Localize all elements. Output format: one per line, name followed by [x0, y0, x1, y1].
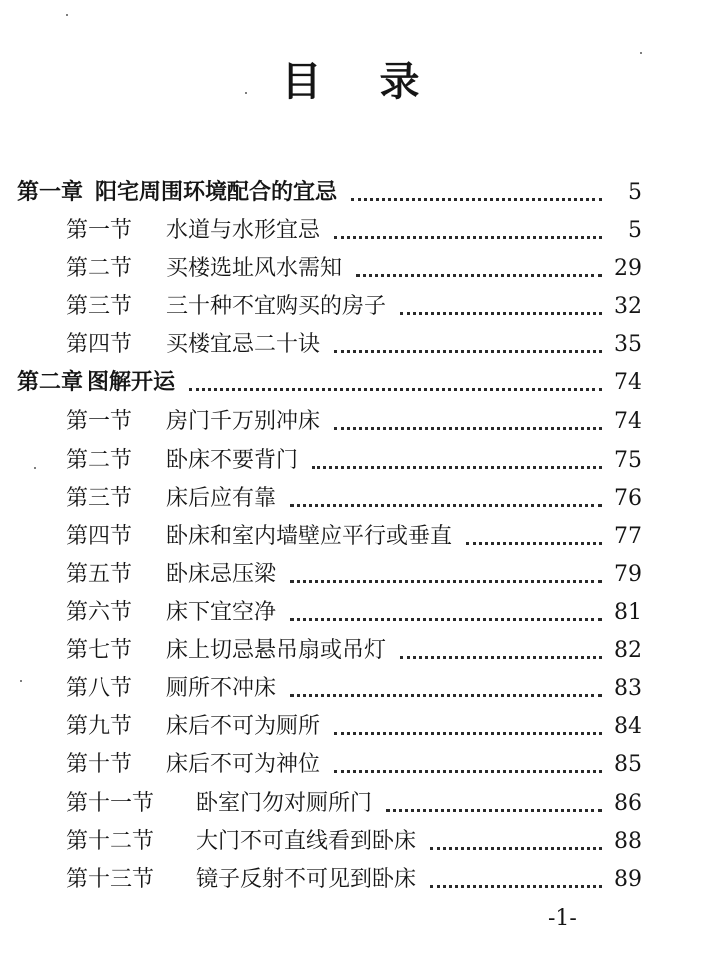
chapter-title: 图解开运 [87, 370, 176, 395]
title-char-1: 目 [281, 59, 380, 105]
page-number: 35 [614, 332, 642, 357]
scan-speck [20, 680, 22, 682]
scan-speck [640, 52, 642, 54]
page-number: 29 [614, 256, 642, 281]
section-label: 第三节 [66, 294, 133, 319]
section-label: 第十节 [66, 752, 133, 777]
section-label: 第一节 [66, 218, 133, 243]
toc-section-2-8[interactable] [66, 670, 642, 708]
section-label: 第八节 [66, 676, 133, 701]
toc-section-2-13[interactable] [66, 861, 642, 899]
toc-section-1-2[interactable] [66, 250, 642, 288]
toc-chapter-1[interactable] [17, 174, 642, 212]
toc-section-2-7[interactable] [66, 632, 642, 670]
scan-speck [66, 14, 68, 16]
page-number: 79 [614, 562, 642, 587]
chapter-title: 阳宅周围环境配合的宜忌 [95, 180, 338, 205]
section-title: 厕所不冲床 [166, 676, 277, 701]
dot-leader [386, 809, 602, 812]
page-number: 81 [614, 600, 642, 625]
section-title: 大门不可直线看到卧床 [196, 829, 417, 854]
page-number: 5 [628, 180, 642, 205]
toc-section-1-3[interactable] [66, 288, 642, 326]
dot-leader [290, 694, 602, 697]
section-label: 第一节 [66, 409, 133, 434]
page-number: 76 [614, 486, 642, 511]
section-title: 床后应有靠 [166, 486, 277, 511]
page-number: 83 [614, 676, 642, 701]
dot-leader [466, 542, 602, 545]
page-title [0, 52, 701, 112]
section-title: 水道与水形宜忌 [166, 218, 321, 243]
section-label: 第四节 [66, 332, 133, 357]
section-label: 第六节 [66, 600, 133, 625]
toc-section-2-9[interactable] [66, 708, 642, 746]
dot-leader [290, 504, 602, 507]
dot-leader [430, 885, 602, 888]
dot-leader [430, 847, 602, 850]
title-char-2: 录 [379, 59, 478, 105]
page-number: 82 [614, 638, 642, 663]
toc-section-1-4[interactable] [66, 326, 642, 364]
page-number: 86 [614, 791, 642, 816]
page-number: 77 [614, 524, 642, 549]
page-number: 74 [614, 409, 642, 434]
dot-leader [290, 580, 602, 583]
toc-section-2-1[interactable] [66, 403, 642, 441]
section-title: 床后不可为厕所 [166, 714, 321, 739]
section-title: 三十种不宜购买的房子 [166, 294, 387, 319]
section-label: 第七节 [66, 638, 133, 663]
section-title: 镜子反射不可见到卧床 [196, 867, 417, 892]
page-number: 84 [614, 714, 642, 739]
page-number: 85 [614, 752, 642, 777]
section-title: 买楼选址风水需知 [166, 256, 343, 281]
toc-section-2-3[interactable] [66, 480, 642, 518]
page-number: 75 [614, 448, 642, 473]
section-title: 床后不可为神位 [166, 752, 321, 777]
dot-leader [334, 770, 602, 773]
dot-leader [351, 198, 602, 201]
dot-leader [334, 732, 602, 735]
toc-section-1-1[interactable] [66, 212, 642, 250]
dot-leader [312, 466, 602, 469]
section-title: 床上切忌悬吊扇或吊灯 [166, 638, 387, 663]
toc-section-2-12[interactable] [66, 823, 642, 861]
page-folio: -1- [548, 906, 577, 931]
toc-section-2-4[interactable] [66, 518, 642, 556]
toc-section-2-6[interactable] [66, 594, 642, 632]
section-title: 卧室门勿对厕所门 [196, 791, 373, 816]
chapter-label: 第二章 [17, 370, 84, 395]
chapter-label: 第一章 [17, 180, 84, 205]
toc-chapter-2[interactable] [17, 364, 642, 402]
dot-leader [334, 350, 602, 353]
dot-leader [290, 618, 602, 621]
scan-speck [245, 92, 247, 94]
section-title: 卧床忌压梁 [166, 562, 277, 587]
dot-leader [400, 656, 602, 659]
toc-section-2-5[interactable] [66, 556, 642, 594]
section-label: 第十一节 [66, 791, 155, 816]
section-label: 第三节 [66, 486, 133, 511]
section-label: 第二节 [66, 256, 133, 281]
section-title: 买楼宜忌二十诀 [166, 332, 321, 357]
scan-speck [34, 467, 36, 469]
dot-leader [334, 236, 602, 239]
section-label: 第九节 [66, 714, 133, 739]
section-title: 卧床不要背门 [166, 448, 299, 473]
section-label: 第二节 [66, 448, 133, 473]
page-number: 88 [614, 829, 642, 854]
dot-leader [334, 427, 602, 430]
dot-leader [356, 274, 602, 277]
page-number: 74 [614, 370, 642, 395]
section-label: 第五节 [66, 562, 133, 587]
dot-leader [189, 388, 602, 391]
section-label: 第四节 [66, 524, 133, 549]
section-title: 床下宜空净 [166, 600, 277, 625]
toc-section-2-11[interactable] [66, 785, 642, 823]
page-number: 5 [628, 218, 642, 243]
toc-section-2-10[interactable] [66, 746, 642, 784]
section-title: 卧床和室内墙壁应平行或垂直 [166, 524, 453, 549]
section-title: 房门千万别冲床 [166, 409, 321, 434]
page-number: 32 [614, 294, 642, 319]
toc-section-2-2[interactable] [66, 442, 642, 480]
section-label: 第十二节 [66, 829, 155, 854]
dot-leader [400, 312, 602, 315]
page-number: 89 [614, 867, 642, 892]
section-label: 第十三节 [66, 867, 155, 892]
